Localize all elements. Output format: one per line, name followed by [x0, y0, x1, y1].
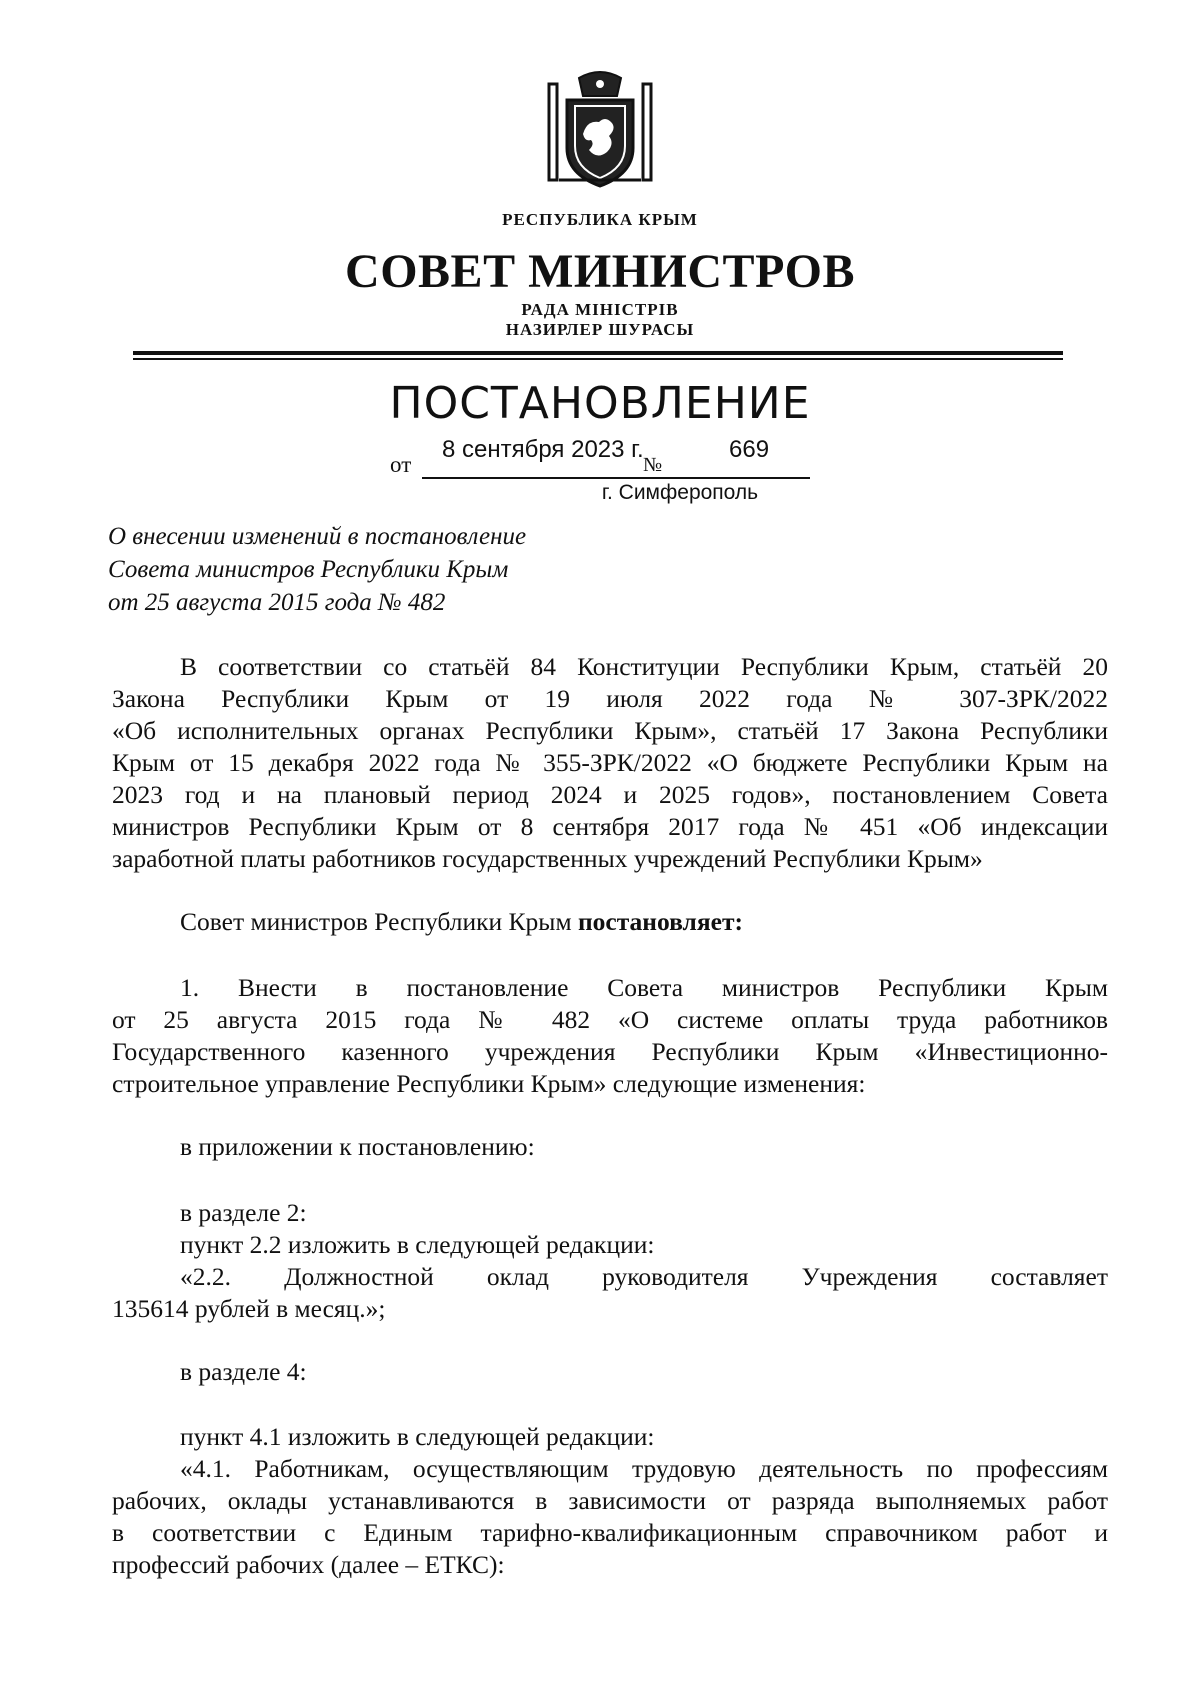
- section-4-instruction: пункт 4.1 изложить в следующей редакции:: [180, 1422, 655, 1451]
- coat-of-arms-icon: [545, 70, 655, 192]
- city: г. Симферополь: [601, 481, 759, 504]
- section-4-heading: в разделе 4:: [180, 1357, 307, 1386]
- resolves-line: Совет министров Республики Крым постановляет:: [180, 907, 743, 936]
- section-2-heading: в разделе 2:: [180, 1198, 307, 1227]
- council-name: СОВЕТ МИНИСТРОВ: [345, 245, 855, 298]
- republic-name: РЕСПУБЛИКА КРЫМ: [502, 210, 698, 229]
- section-4: пункт 4.1 изложить в следующей редакции: «4.1. Работникам, осуществляющим трудовую деятельность по профессиям рабочих, оклады устанавливаются в зависимости от разряда выполняемых работ в соответствии с Единым тарифно-квалификационным справочником работ и профессий рабочих (далее – ЕТКС):: [112, 1422, 1108, 1579]
- preamble: В соответствии со статьёй 84 Конституции Республики Крым, статьёй 20 Закона Республики Крым от 19 июля 2022 года № 307-ЗРК/2022 «Об исполнительных органах Республики Крым», статьёй 17 Закона Республики Крым от 15 декабря 2022 года № 355-ЗРК/2022 «О бюджете Республики Крым на 2023 год и на плановый период 2024 и 2025 годов», постановлением Совета министров Республики Крым от 8 сентября 2017 года № 451 «Об индексации заработной платы работников государственных учреждений Республики Крым»: [112, 652, 1108, 873]
- council-name-uk: РАДА МІНІСТРІВ: [521, 300, 679, 319]
- resolves-verb: постановляет:: [577, 907, 743, 936]
- document-subject: О внесении изменений в постановление Совета министров Республики Крым от 25 августа 2015 года № 482: [108, 523, 527, 616]
- header-rule-thin: [133, 358, 1063, 360]
- date-prefix: от: [390, 452, 412, 477]
- appendix-line: в приложении к постановлению:: [180, 1132, 535, 1161]
- number-sign: №: [643, 454, 663, 476]
- section-2: в разделе 2: пункт 2.2 изложить в следующей редакции: «2.2. Должностной оклад руководителя Учреждения составляет 135614 рублей в месяц.»;: [112, 1198, 1108, 1323]
- header-rule-thick: [133, 351, 1063, 355]
- document-number: 669: [729, 436, 770, 463]
- council-name-crh: НАЗИРЛЕР ШУРАСЫ: [505, 320, 695, 339]
- section-2-instruction: пункт 2.2 изложить в следующей редакции:: [180, 1230, 655, 1259]
- date-number-underline: [422, 477, 810, 479]
- document-date: 8 сентября 2023 г.: [442, 436, 644, 463]
- document-type: ПОСТАНОВЛЕНИЕ: [389, 378, 811, 429]
- item-1: 1. Внести в постановление Совета министров Республики Крым от 25 августа 2015 года № 482 «О системе оплаты труда работников Государственного казенного учреждения Республики Крым «Инвестиционно- строительное управление Республики Крым» следующие изменения:: [112, 973, 1108, 1098]
